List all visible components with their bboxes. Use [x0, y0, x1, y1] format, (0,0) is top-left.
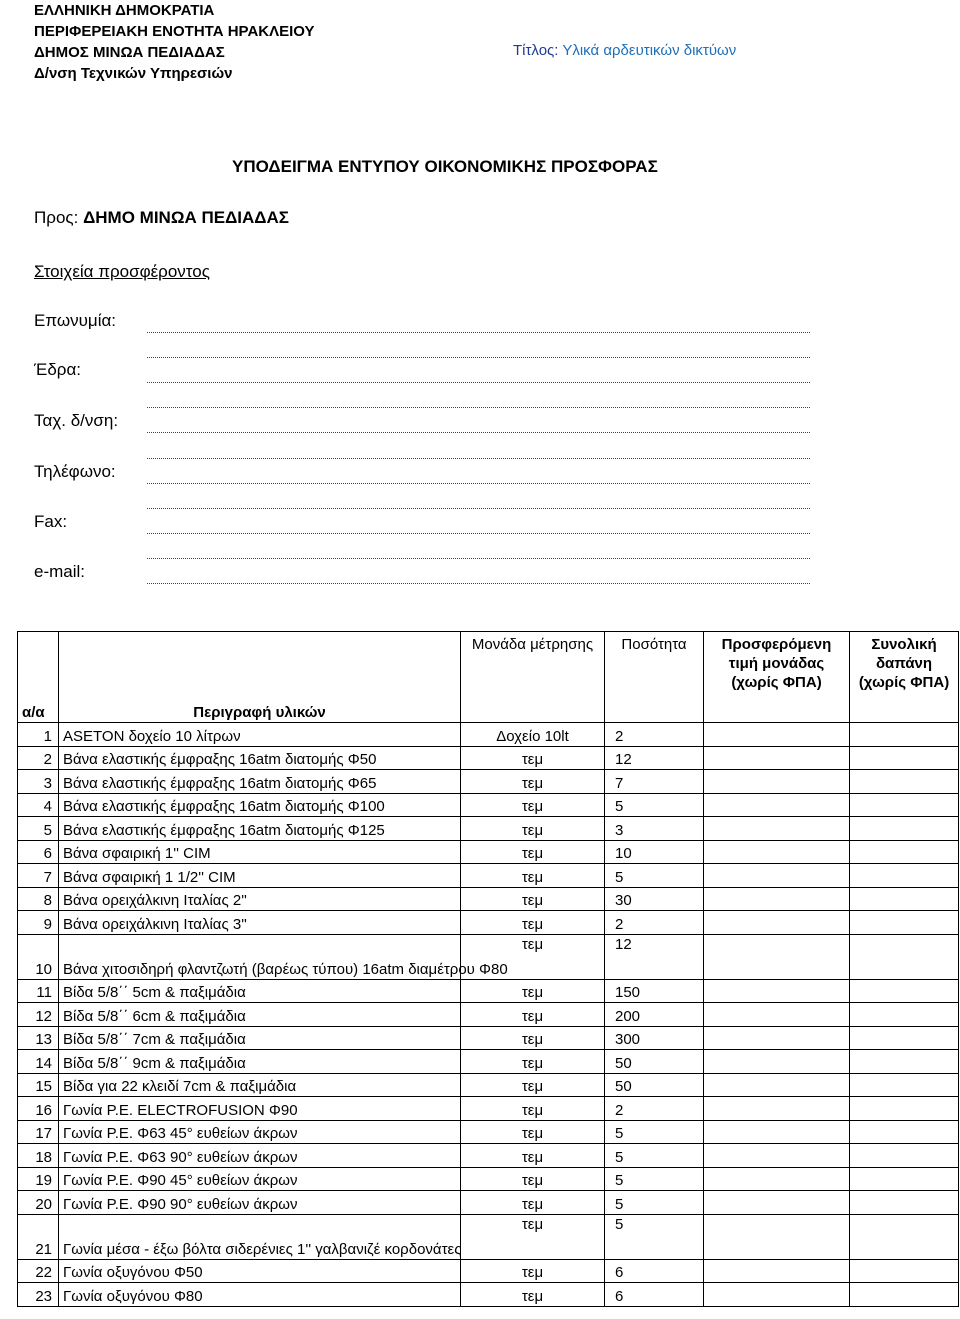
header-aa: α/α — [18, 632, 59, 723]
fill-line[interactable] — [147, 332, 810, 333]
table-row — [18, 1144, 959, 1168]
row-total-cell[interactable] — [850, 1167, 959, 1191]
row-description: Γωνία μέσα - έξω βόλτα σιδερένιες 1'' γαλβανιζέ κορδονάτες — [59, 1214, 461, 1259]
header-line-2: ΠΕΡΙΦΕΡΕΙΑΚΗ ΕΝΟΤΗΤΑ ΗΡΑΚΛΕΙΟΥ — [34, 23, 315, 40]
table-row — [18, 1120, 959, 1144]
row-total-cell[interactable] — [850, 1214, 959, 1259]
row-description: Βάνα ελαστικής έμφραξης 16atm διατομής Φ100 — [59, 793, 461, 817]
row-description: Βίδα 5/8΄΄ 5cm & παξιμάδια — [59, 979, 461, 1003]
row-description: Βίδα για 22 κλειδί 7cm & παξιμάδια — [59, 1073, 461, 1097]
table-row — [18, 817, 959, 841]
row-total-cell[interactable] — [850, 746, 959, 770]
table-row — [18, 1097, 959, 1121]
recipient-line — [34, 208, 289, 228]
table-row — [18, 1167, 959, 1191]
row-unit: τεμ — [461, 1097, 605, 1121]
row-quantity: 5 — [605, 864, 704, 888]
title-label: Τίτλος: — [513, 42, 559, 59]
table-row — [18, 1214, 959, 1259]
table-row — [18, 1026, 959, 1050]
row-unit-price-cell[interactable] — [704, 1191, 850, 1215]
row-number: 15 — [18, 1073, 59, 1097]
header-line-3: ΔΗΜΟΣ ΜΙΝΩΑ ΠΕΔΙΑΔΑΣ — [34, 44, 225, 61]
row-unit-price-cell[interactable] — [704, 746, 850, 770]
row-number: 3 — [18, 770, 59, 794]
header-quantity: Ποσότητα — [605, 632, 704, 723]
row-description: Βίδα 5/8΄΄ 9cm & παξιμάδια — [59, 1050, 461, 1074]
header-line-1: ΕΛΛΗΝΙΚΗ ΔΗΜΟΚΡΑΤΙΑ — [34, 2, 215, 19]
row-description: Γωνία P.E. Φ63 90° ευθείων άκρων — [59, 1144, 461, 1168]
row-unit: τεμ — [461, 1003, 605, 1027]
row-unit: τεμ — [461, 979, 605, 1003]
row-unit-price-cell[interactable] — [704, 934, 850, 979]
table-row — [18, 1191, 959, 1215]
row-unit: τεμ — [461, 793, 605, 817]
address-label: Ταχ. δ/νση: — [34, 411, 119, 430]
row-quantity: 5 — [605, 1191, 704, 1215]
row-description: Γωνία P.E. Φ63 45° ευθείων άκρων — [59, 1120, 461, 1144]
row-description: Βάνα ελαστικής έμφραξης 16atm διατομής Φ65 — [59, 770, 461, 794]
header-line-4: Δ/νση Τεχνικών Υπηρεσιών — [34, 65, 233, 82]
row-unit-price-cell[interactable] — [704, 1050, 850, 1074]
table-row — [18, 1050, 959, 1074]
table-row — [18, 840, 959, 864]
table-row — [18, 887, 959, 911]
table-row — [18, 934, 959, 979]
row-total-cell[interactable] — [850, 934, 959, 979]
row-unit-price-cell[interactable] — [704, 1026, 850, 1050]
row-description: Γωνία P.E. Φ90 90° ευθείων άκρων — [59, 1191, 461, 1215]
row-quantity: 2 — [605, 723, 704, 747]
row-total-cell[interactable] — [850, 793, 959, 817]
row-quantity: 10 — [605, 840, 704, 864]
row-total-cell[interactable] — [850, 864, 959, 888]
row-quantity: 5 — [605, 793, 704, 817]
row-unit-price-cell[interactable] — [704, 793, 850, 817]
row-unit: τεμ — [461, 934, 605, 979]
fill-line[interactable] — [147, 407, 810, 408]
row-total-cell[interactable] — [850, 1259, 959, 1283]
row-description: Γωνία P.E. ELECTROFUSION Φ90 — [59, 1097, 461, 1121]
fill-line[interactable] — [147, 382, 810, 383]
row-quantity: 5 — [605, 1120, 704, 1144]
table-row — [18, 979, 959, 1003]
row-unit: τεμ — [461, 1191, 605, 1215]
fill-line[interactable] — [147, 558, 810, 559]
row-quantity: 12 — [605, 934, 704, 979]
bidder-heading: Στοιχεία προσφέροντος — [34, 262, 210, 281]
table-header-row — [18, 632, 959, 723]
row-number: 12 — [18, 1003, 59, 1027]
row-unit: τεμ — [461, 1026, 605, 1050]
table-row — [18, 1283, 959, 1307]
row-number: 17 — [18, 1120, 59, 1144]
row-quantity: 6 — [605, 1283, 704, 1307]
table-row — [18, 1073, 959, 1097]
row-description: Βίδα 5/8΄΄ 7cm & παξιμάδια — [59, 1026, 461, 1050]
fill-line[interactable] — [147, 583, 810, 584]
title-value: Υλικά αρδευτικών δικτύων — [562, 42, 737, 59]
row-unit-price-cell[interactable] — [704, 1003, 850, 1027]
row-description: Γωνία οξυγόνου Φ80 — [59, 1283, 461, 1307]
fill-line[interactable] — [147, 458, 810, 459]
row-unit-price-cell[interactable] — [704, 817, 850, 841]
header-total: Συνολική δαπάνη (χωρίς ΦΠΑ) — [850, 632, 959, 723]
row-unit-price-cell[interactable] — [704, 1120, 850, 1144]
row-description: Γωνία P.E. Φ90 45° ευθείων άκρων — [59, 1167, 461, 1191]
table-row — [18, 864, 959, 888]
table-body — [18, 723, 959, 1307]
row-number: 6 — [18, 840, 59, 864]
row-unit-price-cell[interactable] — [704, 1073, 850, 1097]
row-quantity: 7 — [605, 770, 704, 794]
row-description: Βάνα ορειχάλκινη Ιταλίας 2'' — [59, 887, 461, 911]
row-number: 22 — [18, 1259, 59, 1283]
header-unit: Μονάδα μέτρησης — [461, 632, 605, 723]
row-number: 7 — [18, 864, 59, 888]
row-number: 10 — [18, 934, 59, 979]
header-description: Περιγραφή υλικών — [59, 632, 461, 723]
recipient-label: Προς: — [34, 208, 79, 227]
table-row — [18, 793, 959, 817]
row-number: 1 — [18, 723, 59, 747]
row-quantity: 50 — [605, 1050, 704, 1074]
row-quantity: 5 — [605, 1214, 704, 1259]
recipient-value: ΔΗΜΟ ΜΙΝΩΑ ΠΕΔΙΑΔΑΣ — [83, 208, 289, 227]
row-total-cell[interactable] — [850, 1026, 959, 1050]
row-total-cell[interactable] — [850, 1097, 959, 1121]
row-quantity: 2 — [605, 1097, 704, 1121]
row-number: 16 — [18, 1097, 59, 1121]
row-total-cell[interactable] — [850, 1120, 959, 1144]
row-unit: τεμ — [461, 1050, 605, 1074]
row-unit-price-cell[interactable] — [704, 887, 850, 911]
name-label: Επωνυμία: — [34, 311, 117, 330]
table-row — [18, 746, 959, 770]
row-number: 14 — [18, 1050, 59, 1074]
row-description: Γωνία οξυγόνου Φ50 — [59, 1259, 461, 1283]
row-quantity: 200 — [605, 1003, 704, 1027]
row-unit-price-cell[interactable] — [704, 1283, 850, 1307]
row-unit: τεμ — [461, 1283, 605, 1307]
fax-label: Fax: — [34, 512, 68, 531]
row-quantity: 300 — [605, 1026, 704, 1050]
row-unit: τεμ — [461, 887, 605, 911]
email-label: e-mail: — [34, 562, 86, 581]
row-number: 11 — [18, 979, 59, 1003]
row-unit-price-cell[interactable] — [704, 1144, 850, 1168]
table-row — [18, 1259, 959, 1283]
form-title: ΥΠΟΔΕΙΓΜΑ ΕΝΤΥΠΟΥ ΟΙΚΟΝΟΜΙΚΗΣ ΠΡΟΣΦΟΡΑΣ — [232, 157, 658, 176]
row-description: Βάνα χιτοσιδηρή φλαντζωτή (βαρέως τύπου) 16atm διαμέτρου Φ80 — [59, 934, 461, 979]
fill-line[interactable] — [147, 432, 810, 433]
row-quantity: 3 — [605, 817, 704, 841]
row-total-cell[interactable] — [850, 723, 959, 747]
row-quantity: 150 — [605, 979, 704, 1003]
row-unit-price-cell[interactable] — [704, 1167, 850, 1191]
row-quantity: 50 — [605, 1073, 704, 1097]
row-quantity: 2 — [605, 911, 704, 935]
row-total-cell[interactable] — [850, 840, 959, 864]
row-unit-price-cell[interactable] — [704, 840, 850, 864]
row-unit: τεμ — [461, 770, 605, 794]
row-number: 9 — [18, 911, 59, 935]
row-total-cell[interactable] — [850, 1144, 959, 1168]
row-total-cell[interactable] — [850, 887, 959, 911]
row-unit: τεμ — [461, 1144, 605, 1168]
issuer-header — [34, 0, 315, 84]
row-description: Βίδα 5/8΄΄ 6cm & παξιμάδια — [59, 1003, 461, 1027]
row-total-cell[interactable] — [850, 1050, 959, 1074]
row-number: 8 — [18, 887, 59, 911]
row-quantity: 5 — [605, 1144, 704, 1168]
row-unit-price-cell[interactable] — [704, 770, 850, 794]
document-title-line — [513, 42, 736, 59]
fill-line[interactable] — [147, 483, 810, 484]
table-row — [18, 911, 959, 935]
row-number: 13 — [18, 1026, 59, 1050]
row-unit-price-cell[interactable] — [704, 1259, 850, 1283]
row-quantity: 6 — [605, 1259, 704, 1283]
row-unit-price-cell[interactable] — [704, 723, 850, 747]
fill-line[interactable] — [147, 508, 810, 509]
row-unit: Δοχείο 10lt — [461, 723, 605, 747]
row-unit: τεμ — [461, 1073, 605, 1097]
table-row — [18, 723, 959, 747]
row-unit-price-cell[interactable] — [704, 979, 850, 1003]
row-unit-price-cell[interactable] — [704, 911, 850, 935]
offer-table — [17, 631, 959, 1307]
row-total-cell[interactable] — [850, 911, 959, 935]
row-unit: τεμ — [461, 864, 605, 888]
row-total-cell[interactable] — [850, 1283, 959, 1307]
row-number: 21 — [18, 1214, 59, 1259]
table-row — [18, 1003, 959, 1027]
row-unit-price-cell[interactable] — [704, 1214, 850, 1259]
row-description: Βάνα σφαιρική 1'' CIM — [59, 840, 461, 864]
row-total-cell[interactable] — [850, 1003, 959, 1027]
row-number: 23 — [18, 1283, 59, 1307]
row-quantity: 5 — [605, 1167, 704, 1191]
row-unit: τεμ — [461, 1214, 605, 1259]
row-unit: τεμ — [461, 840, 605, 864]
row-unit: τεμ — [461, 817, 605, 841]
row-unit: τεμ — [461, 1259, 605, 1283]
row-description: Βάνα σφαιρική 1 1/2'' CIM — [59, 864, 461, 888]
row-total-cell[interactable] — [850, 1073, 959, 1097]
row-total-cell[interactable] — [850, 817, 959, 841]
row-unit: τεμ — [461, 1120, 605, 1144]
row-description: Βάνα ορειχάλκινη Ιταλίας 3'' — [59, 911, 461, 935]
row-quantity: 30 — [605, 887, 704, 911]
row-unit: τεμ — [461, 911, 605, 935]
row-description: ASETON δοχείο 10 λίτρων — [59, 723, 461, 747]
row-total-cell[interactable] — [850, 979, 959, 1003]
fill-line[interactable] — [147, 533, 810, 534]
row-number: 18 — [18, 1144, 59, 1168]
row-total-cell[interactable] — [850, 770, 959, 794]
row-number: 20 — [18, 1191, 59, 1215]
header-unit-price: Προσφερόμενη τιμή μονάδας (χωρίς ΦΠΑ) — [704, 632, 850, 723]
row-description: Βάνα ελαστικής έμφραξης 16atm διατομής Φ50 — [59, 746, 461, 770]
row-unit: τεμ — [461, 1167, 605, 1191]
row-number: 19 — [18, 1167, 59, 1191]
fill-line[interactable] — [147, 357, 810, 358]
row-description: Βάνα ελαστικής έμφραξης 16atm διατομής Φ125 — [59, 817, 461, 841]
row-unit: τεμ — [461, 746, 605, 770]
row-unit-price-cell[interactable] — [704, 864, 850, 888]
row-unit-price-cell[interactable] — [704, 1097, 850, 1121]
table-row — [18, 770, 959, 794]
seat-label: Έδρα: — [34, 360, 82, 379]
row-total-cell[interactable] — [850, 1191, 959, 1215]
row-number: 5 — [18, 817, 59, 841]
phone-label: Τηλέφωνο: — [34, 462, 116, 481]
row-quantity: 12 — [605, 746, 704, 770]
row-number: 2 — [18, 746, 59, 770]
row-number: 4 — [18, 793, 59, 817]
